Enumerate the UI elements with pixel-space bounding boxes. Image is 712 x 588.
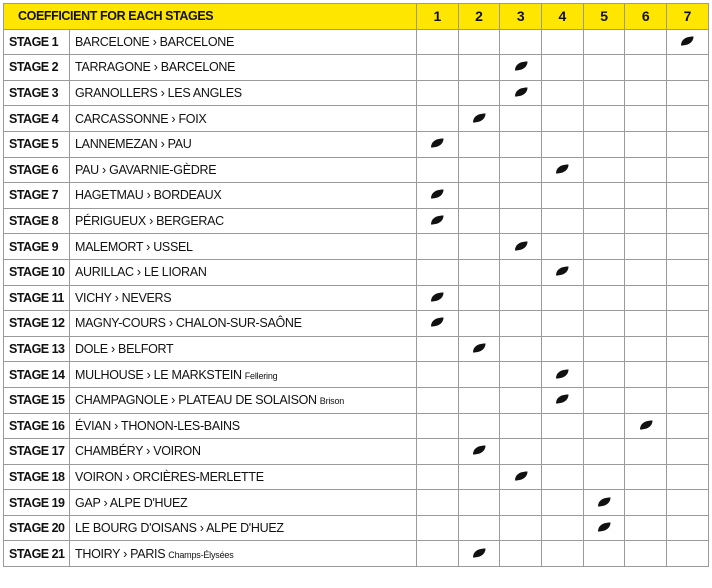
coefficient-cell-3 <box>500 490 542 516</box>
black-leaf-icon <box>430 292 444 302</box>
stage-rows <box>4 29 709 566</box>
stage-route-cell <box>70 362 417 388</box>
black-leaf-icon <box>472 548 486 558</box>
coefficient-cell-6 <box>625 311 667 337</box>
coefficient-cell-5 <box>583 336 625 362</box>
coefficient-cell-7 <box>667 439 709 465</box>
stage-route: MULHOUSE › LE MARKSTEIN <box>75 367 242 382</box>
coefficient-cell-5 <box>583 464 625 490</box>
coefficient-cell-7 <box>667 80 709 106</box>
stage-route-cell <box>70 311 417 337</box>
stage-route: ÉVIAN › THONON-LES-BAINS <box>75 418 240 433</box>
coefficient-cell-7 <box>667 336 709 362</box>
stage-label: STAGE 6 <box>4 157 70 183</box>
coefficient-cell-4 <box>542 464 584 490</box>
table-row <box>4 439 709 465</box>
table-row <box>4 413 709 439</box>
coefficient-header-1: 1 <box>417 4 459 30</box>
coefficient-cell-3 <box>500 157 542 183</box>
coefficient-cell-2 <box>458 336 500 362</box>
black-leaf-icon <box>430 215 444 225</box>
coefficient-cell-7 <box>667 541 709 567</box>
black-leaf-icon <box>639 420 653 430</box>
coefficient-cell-5 <box>583 157 625 183</box>
coefficient-cell-2 <box>458 413 500 439</box>
stage-route-cell <box>70 106 417 132</box>
stage-route-cell <box>70 208 417 234</box>
coefficient-cell-5 <box>583 541 625 567</box>
coefficient-cell-6 <box>625 515 667 541</box>
stage-route-cell <box>70 157 417 183</box>
coefficient-cell-4 <box>542 362 584 388</box>
coefficient-cell-4 <box>542 234 584 260</box>
stage-route: MALEMORT › USSEL <box>75 239 193 254</box>
stage-route-cell <box>70 541 417 567</box>
stage-route-cell <box>70 464 417 490</box>
black-leaf-icon <box>555 164 569 174</box>
stage-route: GRANOLLERS › LES ANGLES <box>75 86 242 101</box>
coefficient-cell-6 <box>625 387 667 413</box>
coefficient-cell-2 <box>458 55 500 81</box>
stage-label: STAGE 1 <box>4 29 70 55</box>
coefficient-cell-7 <box>667 464 709 490</box>
coefficient-cell-1 <box>417 55 459 81</box>
coefficient-cell-5 <box>583 183 625 209</box>
coefficient-table-container <box>3 3 708 567</box>
stage-route-cell <box>70 55 417 81</box>
coefficient-cell-7 <box>667 157 709 183</box>
coefficient-cell-5 <box>583 515 625 541</box>
table-row <box>4 131 709 157</box>
coefficient-cell-5 <box>583 80 625 106</box>
stage-label: STAGE 14 <box>4 362 70 388</box>
stage-route: CHAMPAGNOLE › PLATEAU DE SOLAISON <box>75 393 317 408</box>
coefficient-cell-4 <box>542 285 584 311</box>
black-leaf-icon <box>597 497 611 507</box>
coefficient-cell-1 <box>417 183 459 209</box>
stage-label: STAGE 3 <box>4 80 70 106</box>
coefficient-cell-5 <box>583 490 625 516</box>
table-row <box>4 29 709 55</box>
coefficient-cell-2 <box>458 387 500 413</box>
coefficient-cell-1 <box>417 80 459 106</box>
coefficient-cell-6 <box>625 157 667 183</box>
coefficient-cell-6 <box>625 29 667 55</box>
black-leaf-icon <box>555 369 569 379</box>
stage-route: AURILLAC › LE LIORAN <box>75 265 207 280</box>
black-leaf-icon <box>430 138 444 148</box>
coefficient-cell-4 <box>542 259 584 285</box>
coefficient-cell-6 <box>625 490 667 516</box>
coefficient-cell-1 <box>417 362 459 388</box>
coefficient-cell-1 <box>417 387 459 413</box>
stage-route-cell <box>70 29 417 55</box>
stage-label: STAGE 5 <box>4 131 70 157</box>
coefficient-cell-1 <box>417 29 459 55</box>
black-leaf-icon <box>555 394 569 404</box>
coefficient-cell-7 <box>667 311 709 337</box>
table-row <box>4 311 709 337</box>
coefficient-cell-5 <box>583 439 625 465</box>
coefficient-cell-4 <box>542 131 584 157</box>
coefficient-cell-6 <box>625 55 667 81</box>
coefficient-cell-2 <box>458 29 500 55</box>
coefficient-cell-1 <box>417 131 459 157</box>
stage-route-cell <box>70 336 417 362</box>
coefficient-cell-4 <box>542 311 584 337</box>
coefficient-cell-3 <box>500 541 542 567</box>
coefficient-header-7: 7 <box>667 4 709 30</box>
stage-route: TARRAGONE › BARCELONE <box>75 60 236 75</box>
coefficient-cell-3 <box>500 285 542 311</box>
stage-label: STAGE 11 <box>4 285 70 311</box>
stage-route: LANNEMEZAN › PAU <box>75 137 192 152</box>
coefficient-cell-2 <box>458 311 500 337</box>
coefficient-cell-6 <box>625 464 667 490</box>
coefficient-cell-6 <box>625 80 667 106</box>
coefficient-cell-6 <box>625 208 667 234</box>
coefficient-table <box>3 3 709 567</box>
coefficient-header-6: 6 <box>625 4 667 30</box>
table-row <box>4 464 709 490</box>
coefficient-cell-6 <box>625 259 667 285</box>
stage-route-subtitle: Fellering <box>244 370 278 381</box>
coefficient-cell-5 <box>583 29 625 55</box>
stage-label: STAGE 21 <box>4 541 70 567</box>
coefficient-cell-1 <box>417 464 459 490</box>
stage-route: DOLE › BELFORT <box>75 342 174 357</box>
black-leaf-icon <box>514 61 528 71</box>
coefficient-cell-2 <box>458 490 500 516</box>
coefficient-cell-4 <box>542 336 584 362</box>
table-row <box>4 106 709 132</box>
coefficient-cell-1 <box>417 311 459 337</box>
stage-route: PAU › GAVARNIE-GÈDRE <box>75 162 217 177</box>
table-row <box>4 490 709 516</box>
coefficient-cell-5 <box>583 55 625 81</box>
coefficient-cell-2 <box>458 80 500 106</box>
coefficient-cell-2 <box>458 183 500 209</box>
coefficient-cell-7 <box>667 183 709 209</box>
coefficient-cell-1 <box>417 490 459 516</box>
table-row <box>4 80 709 106</box>
coefficient-cell-2 <box>458 157 500 183</box>
black-leaf-icon <box>430 189 444 199</box>
coefficient-cell-5 <box>583 259 625 285</box>
stage-route-subtitle: Champs-Élysées <box>168 549 234 560</box>
stage-route-cell <box>70 183 417 209</box>
coefficient-cell-6 <box>625 413 667 439</box>
table-row <box>4 541 709 567</box>
stage-label: STAGE 18 <box>4 464 70 490</box>
stage-label: STAGE 8 <box>4 208 70 234</box>
coefficient-cell-6 <box>625 183 667 209</box>
coefficient-cell-7 <box>667 234 709 260</box>
coefficient-cell-3 <box>500 362 542 388</box>
coefficient-cell-6 <box>625 106 667 132</box>
stage-route-cell <box>70 234 417 260</box>
coefficient-cell-4 <box>542 106 584 132</box>
header-row <box>4 4 709 30</box>
coefficient-cell-5 <box>583 131 625 157</box>
coefficient-cell-1 <box>417 439 459 465</box>
coefficient-header-5: 5 <box>583 4 625 30</box>
coefficient-cell-2 <box>458 464 500 490</box>
stage-label: STAGE 20 <box>4 515 70 541</box>
coefficient-cell-2 <box>458 541 500 567</box>
coefficient-cell-3 <box>500 80 542 106</box>
coefficient-cell-2 <box>458 131 500 157</box>
coefficient-cell-3 <box>500 183 542 209</box>
table-row <box>4 183 709 209</box>
coefficient-cell-7 <box>667 515 709 541</box>
coefficient-cell-6 <box>625 439 667 465</box>
coefficient-header-3: 3 <box>500 4 542 30</box>
coefficient-cell-3 <box>500 131 542 157</box>
coefficient-cell-1 <box>417 157 459 183</box>
black-leaf-icon <box>680 36 694 46</box>
stage-label: STAGE 2 <box>4 55 70 81</box>
stage-route-cell <box>70 515 417 541</box>
coefficient-cell-3 <box>500 106 542 132</box>
coefficient-cell-5 <box>583 106 625 132</box>
table-row <box>4 234 709 260</box>
coefficient-cell-6 <box>625 336 667 362</box>
coefficient-cell-1 <box>417 259 459 285</box>
coefficient-cell-1 <box>417 413 459 439</box>
coefficient-cell-2 <box>458 515 500 541</box>
coefficient-cell-3 <box>500 439 542 465</box>
coefficient-cell-3 <box>500 464 542 490</box>
coefficient-cell-4 <box>542 515 584 541</box>
coefficient-cell-3 <box>500 208 542 234</box>
coefficient-cell-7 <box>667 413 709 439</box>
coefficient-cell-5 <box>583 362 625 388</box>
stage-route: PÉRIGUEUX › BERGERAC <box>75 214 224 229</box>
coefficient-cell-2 <box>458 234 500 260</box>
black-leaf-icon <box>472 113 486 123</box>
stage-label: STAGE 19 <box>4 490 70 516</box>
stage-label: STAGE 13 <box>4 336 70 362</box>
stage-route-cell <box>70 285 417 311</box>
stage-route: CARCASSONNE › FOIX <box>75 111 207 126</box>
stage-route-cell <box>70 131 417 157</box>
stage-route-cell <box>70 439 417 465</box>
stage-route: VOIRON › ORCIÈRES-MERLETTE <box>75 469 264 484</box>
coefficient-cell-4 <box>542 413 584 439</box>
coefficient-cell-6 <box>625 541 667 567</box>
coefficient-cell-5 <box>583 208 625 234</box>
coefficient-cell-3 <box>500 413 542 439</box>
stage-label: STAGE 10 <box>4 259 70 285</box>
coefficient-cell-3 <box>500 259 542 285</box>
coefficient-cell-3 <box>500 29 542 55</box>
coefficient-cell-6 <box>625 362 667 388</box>
coefficient-cell-4 <box>542 55 584 81</box>
table-row <box>4 157 709 183</box>
coefficient-cell-1 <box>417 106 459 132</box>
coefficient-cell-7 <box>667 208 709 234</box>
coefficient-cell-6 <box>625 234 667 260</box>
coefficient-cell-1 <box>417 234 459 260</box>
coefficient-cell-2 <box>458 285 500 311</box>
coefficient-cell-7 <box>667 362 709 388</box>
black-leaf-icon <box>472 445 486 455</box>
stage-label: STAGE 15 <box>4 387 70 413</box>
coefficient-cell-7 <box>667 29 709 55</box>
stage-route: BARCELONE › BARCELONE <box>75 34 235 49</box>
coefficient-cell-3 <box>500 336 542 362</box>
coefficient-cell-3 <box>500 55 542 81</box>
coefficient-cell-2 <box>458 362 500 388</box>
coefficient-cell-1 <box>417 515 459 541</box>
coefficient-cell-3 <box>500 311 542 337</box>
coefficient-header-2: 2 <box>458 4 500 30</box>
black-leaf-icon <box>430 317 444 327</box>
table-row <box>4 362 709 388</box>
coefficient-cell-7 <box>667 490 709 516</box>
stage-label: STAGE 17 <box>4 439 70 465</box>
coefficient-cell-1 <box>417 541 459 567</box>
table-title: COEFFICIENT FOR EACH STAGES <box>4 4 417 30</box>
coefficient-cell-4 <box>542 183 584 209</box>
coefficient-cell-5 <box>583 413 625 439</box>
black-leaf-icon <box>514 471 528 481</box>
stage-route: LE BOURG D'OISANS › ALPE D'HUEZ <box>75 521 284 536</box>
stage-route: MAGNY-COURS › CHALON-SUR-SAÔNE <box>75 316 302 331</box>
coefficient-cell-1 <box>417 208 459 234</box>
table-row <box>4 259 709 285</box>
coefficient-cell-2 <box>458 439 500 465</box>
stage-label: STAGE 12 <box>4 311 70 337</box>
coefficient-cell-4 <box>542 29 584 55</box>
coefficient-cell-7 <box>667 55 709 81</box>
stage-route-cell <box>70 413 417 439</box>
black-leaf-icon <box>514 241 528 251</box>
stage-route-cell <box>70 387 417 413</box>
coefficient-cell-4 <box>542 439 584 465</box>
stage-route-subtitle: Brison <box>319 396 345 407</box>
coefficient-cell-7 <box>667 106 709 132</box>
coefficient-cell-4 <box>542 387 584 413</box>
coefficient-cell-1 <box>417 285 459 311</box>
stage-label: STAGE 4 <box>4 106 70 132</box>
coefficient-header-4: 4 <box>542 4 584 30</box>
coefficient-cell-4 <box>542 490 584 516</box>
stage-route-cell <box>70 80 417 106</box>
stage-route-cell <box>70 490 417 516</box>
coefficient-cell-7 <box>667 259 709 285</box>
coefficient-cell-4 <box>542 80 584 106</box>
coefficient-cell-4 <box>542 208 584 234</box>
table-row <box>4 336 709 362</box>
coefficient-cell-5 <box>583 387 625 413</box>
stage-label: STAGE 9 <box>4 234 70 260</box>
black-leaf-icon <box>555 266 569 276</box>
coefficient-cell-5 <box>583 285 625 311</box>
stage-route: HAGETMAU › BORDEAUX <box>75 188 222 203</box>
stage-route: VICHY › NEVERS <box>75 290 172 305</box>
table-row <box>4 515 709 541</box>
coefficient-cell-3 <box>500 234 542 260</box>
table-row <box>4 285 709 311</box>
coefficient-cell-5 <box>583 234 625 260</box>
stage-label: STAGE 16 <box>4 413 70 439</box>
table-row <box>4 387 709 413</box>
coefficient-cell-6 <box>625 131 667 157</box>
coefficient-cell-3 <box>500 515 542 541</box>
stage-route: CHAMBÉRY › VOIRON <box>75 444 201 459</box>
coefficient-cell-4 <box>542 157 584 183</box>
coefficient-cell-3 <box>500 387 542 413</box>
coefficient-cell-2 <box>458 259 500 285</box>
table-row <box>4 55 709 81</box>
coefficient-cell-7 <box>667 131 709 157</box>
coefficient-cell-5 <box>583 311 625 337</box>
black-leaf-icon <box>472 343 486 353</box>
coefficient-cell-2 <box>458 106 500 132</box>
black-leaf-icon <box>597 522 611 532</box>
coefficient-cell-7 <box>667 387 709 413</box>
stage-route: THOIRY › PARIS <box>75 546 166 561</box>
table-row <box>4 208 709 234</box>
coefficient-cell-1 <box>417 336 459 362</box>
stage-route-cell <box>70 259 417 285</box>
stage-route: GAP › ALPE D'HUEZ <box>75 495 188 510</box>
coefficient-cell-6 <box>625 285 667 311</box>
coefficient-cell-2 <box>458 208 500 234</box>
coefficient-cell-4 <box>542 541 584 567</box>
black-leaf-icon <box>514 87 528 97</box>
coefficient-cell-7 <box>667 285 709 311</box>
stage-label: STAGE 7 <box>4 183 70 209</box>
